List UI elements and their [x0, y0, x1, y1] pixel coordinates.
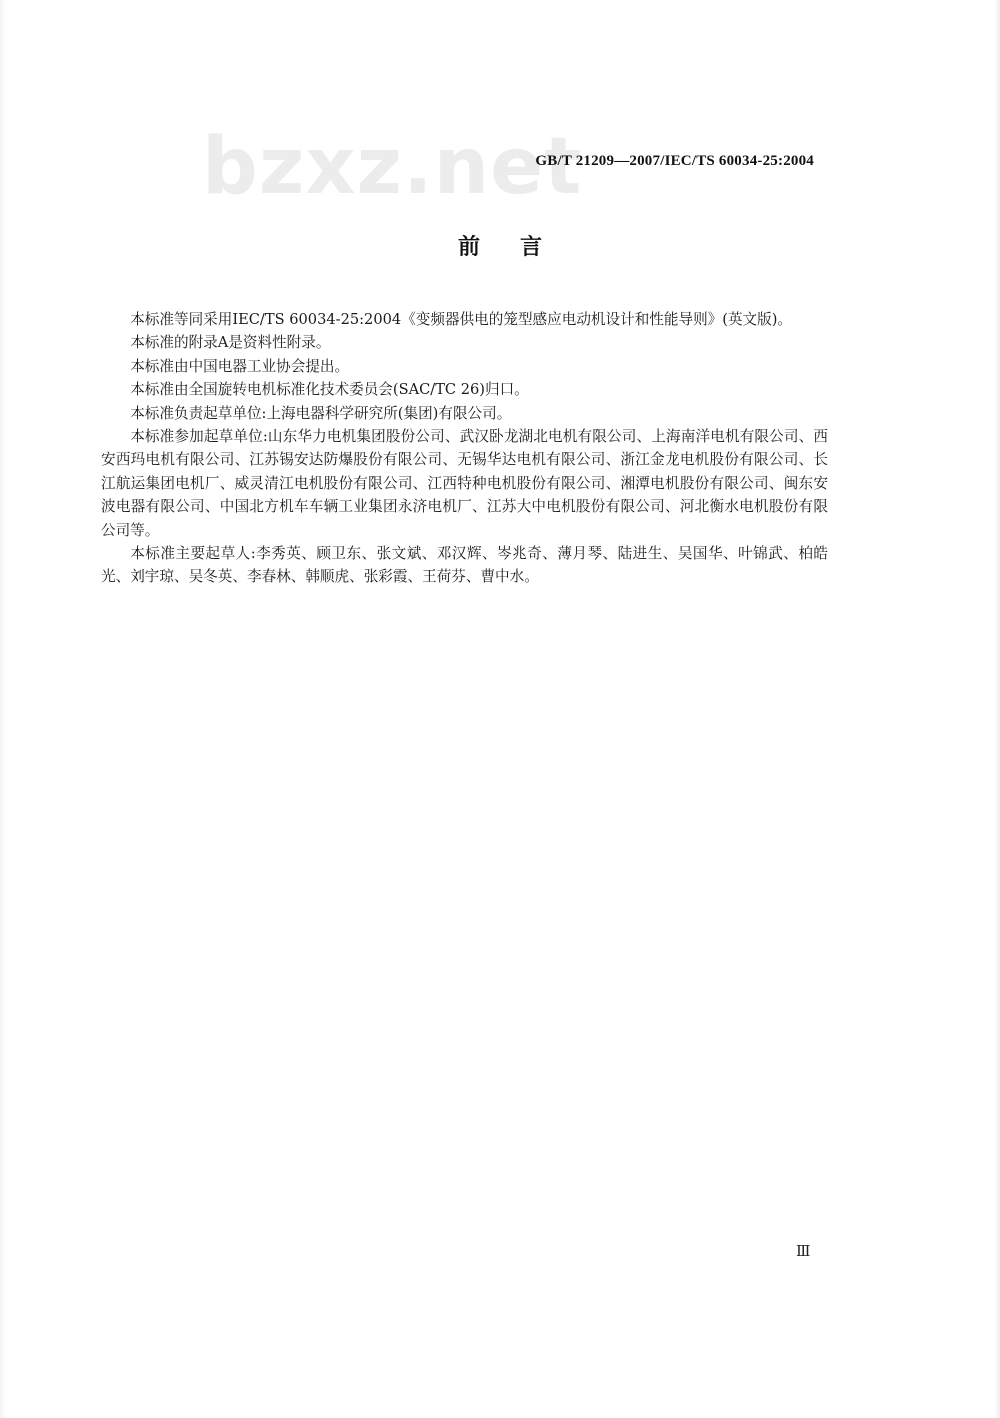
standard-code-header: GB/T 21209—2007/IEC/TS 60034-25:2004	[535, 153, 814, 169]
paragraph-annex: 本标准的附录A是资料性附录。	[130, 334, 331, 352]
foreword-body	[101, 308, 828, 589]
paragraph-proposer: 本标准由中国电器工业协会提出。	[130, 357, 350, 375]
paragraph-committee: 本标准由全国旋转电机标准化技术委员会(SAC/TC 26)归口。	[130, 381, 529, 399]
paragraph-adoption: 本标准等同采用IEC/TS 60034-25:2004《变频器供电的笼型感应电动机设计和性能导则》(英文版)。	[130, 311, 793, 328]
watermark-logo: bzxz.net	[202, 122, 583, 212]
paragraph-lead-drafter: 本标准负责起草单位:上海电器科学研究所(集团)有限公司。	[130, 404, 512, 422]
paragraph-main-drafters: 本标准主要起草人:李秀英、顾卫东、张文斌、邓汉辉、岑兆奇、薄月琴、陆进生、吴国华、叶锦武、柏皓光、刘宇琼、吴冬英、李春林、韩顺虎、张彩霞、王荷芬、曹中水。	[101, 545, 828, 586]
paragraph-participating-units: 本标准参加起草单位:山东华力电机集团股份公司、武汉卧龙湖北电机有限公司、上海南洋电机有限公司、西安西玛电机有限公司、江苏锡安达防爆股份有限公司、无锡华达电机有限公司、浙江金龙电机股份有限公司、长江航运集团电机厂、威灵清江电机股份有限公司、江西特种电机股份有限公司、湘潭电机股份有限公司、闽东安波电器有限公司、中国北方机车车辆工业集团永济电机厂、江苏大中电机股份有限公司、河北衡水电机股份有限公司等。	[101, 428, 828, 539]
page-number: Ⅲ	[796, 1244, 811, 1260]
page-title: 前言	[457, 235, 582, 260]
